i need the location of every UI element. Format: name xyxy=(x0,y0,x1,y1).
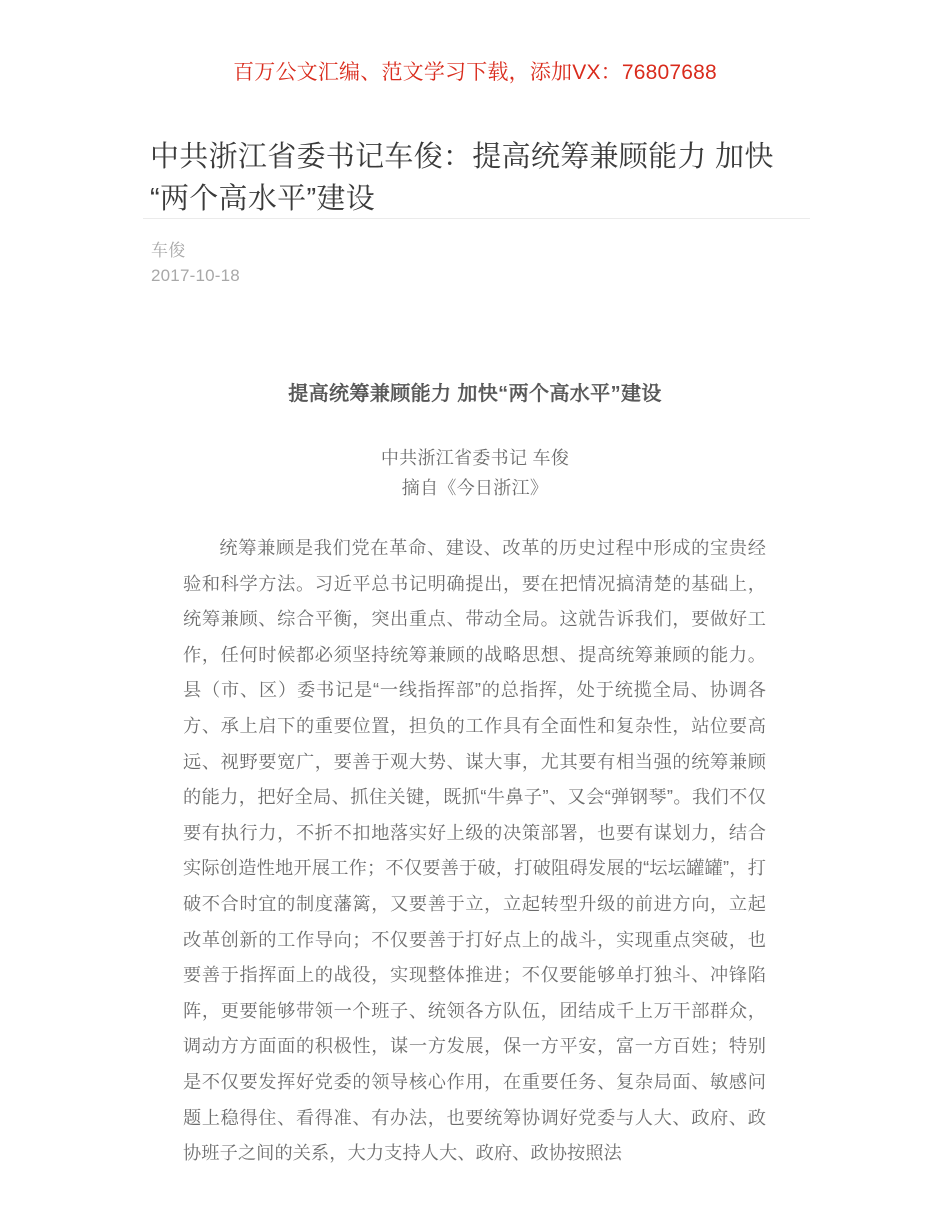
document-byline: 中共浙江省委书记 车俊 xyxy=(380,448,570,468)
byline-date: 2017-10-18 xyxy=(151,266,240,285)
document-meta xyxy=(0,443,950,503)
byline xyxy=(151,238,240,288)
document-body xyxy=(183,531,766,1172)
document-title: 提高统筹兼顾能力 加快“两个高水平”建设 xyxy=(288,383,662,405)
byline-author: 车俊 xyxy=(151,241,186,260)
page-title: 中共浙江省委书记车俊：提高统筹兼顾能力 加快“两个高水平”建设 xyxy=(150,141,774,215)
document-source: 摘自《今日浙江》 xyxy=(401,478,549,498)
header-divider xyxy=(143,218,810,219)
article-header xyxy=(150,136,810,220)
body-paragraph: 统筹兼顾是我们党在革命、建设、改革的历史过程中形成的宝贵经验和科学方法。习近平总书记明确提出，要在把情况搞清楚的基础上，统筹兼顾、综合平衡，突出重点、带动全局。这就告诉我们，要做好工作，任何时候都必须坚持统筹兼顾的战略思想、提高统筹兼顾的能力。县（市、区）委书记是“一线指挥部”的总指挥，处于统揽全局、协调各方、承上启下的重要位置，担负的工作具有全面性和复杂性，站位要高远、视野要宽广，要善于观大势、谋大事，尤其要有相当强的统筹兼顾的能力，把好全局、抓住关键，既抓“牛鼻子”、又会“弹钢琴”。我们不仅要有执行力，不折不扣地落实好上级的决策部署，也要有谋划力，结合实际创造性地开展工作；不仅要善于破，打破阻碍发展的“坛坛罐罐”，打破不合时宜的制度藩篱，又要善于立，立起转型升级的前进方向，立起改革创新的工作导向；不仅要善于打好点上的战斗，实现重点突破，也要善于指挥面上的战役，实现整体推进；不仅要能够单打独斗、冲锋陷阵，更要能够带领一个班子、统领各方队伍，团结成千上万干部群众，调动方方面面的积极性，谋一方发展，保一方平安，富一方百姓；特别是不仅要发挥好党委的领导核心作用，在重要任务、复杂局面、敏感问题上稳得住、看得准、有办法，也要统筹协调好党委与人大、政府、政协班子之间的关系，大力支持人大、政府、政协按照法 xyxy=(183,538,766,1164)
promo-banner: 百万公文汇编、范文学习下载，添加VX：76807688 xyxy=(233,61,717,84)
